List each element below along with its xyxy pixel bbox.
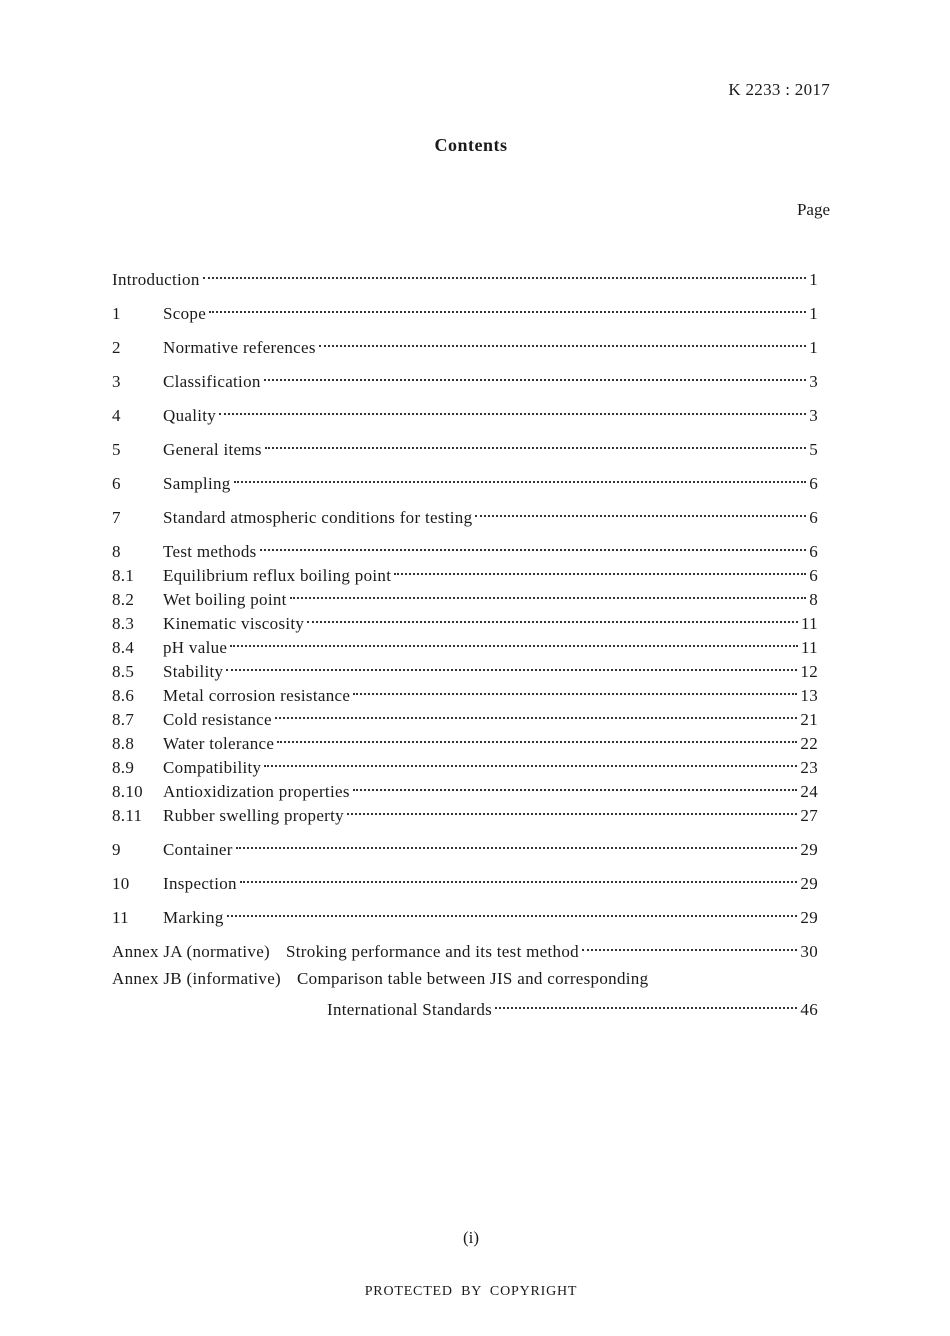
toc-entry-label: Cold resistance	[163, 710, 272, 729]
toc-entry-number: 8.1	[112, 566, 135, 585]
toc-entry-page: 5	[809, 440, 818, 459]
toc-entry-scope[interactable]	[112, 295, 818, 323]
toc-entry-annex-ja[interactable]	[112, 933, 818, 961]
toc-annex-number: Annex JA (normative)	[112, 942, 271, 961]
toc-entry-label: Metal corrosion resistance	[163, 686, 351, 705]
dot-leader	[290, 581, 807, 605]
toc-entry-normative-references[interactable]	[112, 329, 818, 357]
dot-leader	[234, 465, 807, 489]
toc-entry-label-line1: Comparison table between JIS and corresponding	[297, 969, 649, 988]
toc-entry-quality[interactable]	[112, 397, 818, 425]
toc-entry-page: 13	[800, 686, 818, 705]
toc-entry-label: Introduction	[112, 270, 200, 289]
toc-entry-number: 10	[112, 874, 130, 893]
dot-leader	[240, 865, 798, 889]
toc-entry-number: 8.10	[112, 782, 143, 801]
page-number: (i)	[462, 1228, 480, 1247]
toc-entry-page: 1	[809, 270, 818, 289]
dot-leader	[260, 533, 807, 557]
toc-entry-label: Container	[163, 840, 233, 859]
toc-entry-number: 8.4	[112, 638, 135, 657]
dot-leader	[219, 397, 806, 421]
toc-entry-sampling[interactable]	[112, 465, 818, 493]
dot-leader	[495, 991, 797, 1015]
toc-entry-test-methods[interactable]	[112, 533, 818, 561]
toc-entry-inspection[interactable]	[112, 865, 818, 893]
dot-leader	[264, 749, 797, 773]
toc-entry-page: 1	[809, 338, 818, 357]
copyright-notice: PROTECTED BY COPYRIGHT	[364, 1284, 578, 1299]
toc-entry-page: 6	[809, 474, 818, 493]
dot-leader	[227, 899, 798, 923]
toc-entry-number: 11	[112, 908, 129, 927]
dot-leader	[353, 677, 797, 701]
page-column-label: Page	[796, 200, 830, 219]
toc-entry-number: 8	[112, 542, 121, 561]
toc-entry-number: 8.7	[112, 710, 135, 729]
dot-leader	[307, 605, 798, 629]
toc-entry-annex-jb-continuation[interactable]	[112, 991, 818, 1019]
toc-entry-label: Compatibility	[163, 758, 262, 777]
toc-entry-page: 8	[809, 590, 818, 609]
toc-entry-page: 6	[809, 566, 818, 585]
toc-entry-page: 12	[800, 662, 818, 681]
toc-entry-page: 6	[809, 508, 818, 527]
toc-entry-page: 3	[809, 406, 818, 425]
toc-entry-number: 8.6	[112, 686, 135, 705]
toc-entry-page: 22	[800, 734, 818, 753]
toc-entry-label: Water tolerance	[163, 734, 275, 753]
toc-entry-number: 4	[112, 406, 121, 425]
dot-leader	[203, 261, 807, 285]
toc-entry-label: Standard atmospheric conditions for testing	[163, 508, 473, 527]
toc-entry-page: 29	[800, 874, 818, 893]
toc-entry-atmospheric-conditions[interactable]	[112, 499, 818, 527]
toc-entry-label: Equilibrium reflux boiling point	[163, 566, 392, 585]
dot-leader	[347, 797, 797, 821]
document-id: K 2233 : 2017	[728, 80, 830, 99]
toc-entry-number: 8.11	[112, 806, 143, 825]
toc-entry-number: 6	[112, 474, 121, 493]
dot-leader	[394, 557, 806, 581]
toc-entry-page: 3	[809, 372, 818, 391]
toc-entry-label: Marking	[163, 908, 224, 927]
toc-entry-number: 5	[112, 440, 121, 459]
toc-entry-page: 29	[800, 840, 818, 859]
toc-entry-number: 2	[112, 338, 121, 357]
toc-entry-page: 11	[801, 638, 818, 657]
toc-entry-number: 8.5	[112, 662, 135, 681]
toc-annex-number: Annex JB (informative)	[112, 969, 282, 988]
toc-entry-label: Normative references	[163, 338, 316, 357]
page-title: Contents	[434, 135, 508, 155]
toc-entry-marking[interactable]	[112, 899, 818, 927]
toc-entry-page: 21	[800, 710, 818, 729]
toc-entry-page: 23	[800, 758, 818, 777]
toc-entry-number: 8.2	[112, 590, 135, 609]
toc-entry-label: Stroking performance and its test method	[286, 942, 579, 961]
toc-entry-page: 11	[801, 614, 818, 633]
toc-entry-classification[interactable]	[112, 363, 818, 391]
toc-entry-label: Sampling	[163, 474, 231, 493]
dot-leader	[209, 295, 806, 319]
toc-entry-label: Inspection	[163, 874, 237, 893]
dot-leader	[275, 701, 798, 725]
dot-leader	[475, 499, 806, 523]
toc-entry-label: Kinematic viscosity	[163, 614, 305, 633]
dot-leader	[265, 431, 806, 455]
toc-entry-page: 24	[800, 782, 818, 801]
toc-entry-page: 1	[809, 304, 818, 323]
toc-entry-label: pH value	[163, 638, 228, 657]
toc-entry-introduction[interactable]	[112, 261, 818, 289]
toc-entry-number: 7	[112, 508, 121, 527]
dot-leader	[277, 725, 797, 749]
dot-leader	[582, 933, 797, 957]
toc-entry-label: Rubber swelling property	[163, 806, 344, 825]
toc-entry-label: Antioxidization properties	[163, 782, 350, 801]
dot-leader	[353, 773, 798, 797]
toc-entry-general-items[interactable]	[112, 431, 818, 459]
toc-entry-label: Wet boiling point	[163, 590, 287, 609]
dot-leader	[264, 363, 807, 387]
toc-entry-page: 27	[800, 806, 818, 825]
toc-entry-number: 9	[112, 840, 121, 859]
toc-entry-label: Test methods	[163, 542, 257, 561]
toc-entry-label: General items	[163, 440, 262, 459]
toc-entry-label: Classification	[163, 372, 261, 391]
toc-entry-number: 8.3	[112, 614, 135, 633]
dot-leader	[319, 329, 806, 353]
toc-entry-number: 3	[112, 372, 121, 391]
table-of-contents	[112, 261, 818, 1019]
toc-entry-container[interactable]	[112, 831, 818, 859]
toc-entry-label: Scope	[163, 304, 207, 323]
toc-entry-page: 46	[800, 1000, 818, 1019]
dot-leader	[230, 629, 798, 653]
toc-entry-label: Stability	[163, 662, 224, 681]
toc-entry-number: 8.9	[112, 758, 135, 777]
toc-entry-number: 1	[112, 304, 121, 323]
toc-entry-page: 30	[800, 942, 818, 961]
dot-leader	[236, 831, 798, 855]
toc-entry-annex-jb[interactable]	[112, 967, 818, 991]
toc-entry-label-line2: International Standards	[327, 1000, 493, 1019]
toc-entry-page: 29	[800, 908, 818, 927]
dot-leader	[226, 653, 797, 677]
toc-entry-number: 8.8	[112, 734, 135, 753]
toc-entry-label: Quality	[163, 406, 217, 425]
toc-entry-page: 6	[809, 542, 818, 561]
